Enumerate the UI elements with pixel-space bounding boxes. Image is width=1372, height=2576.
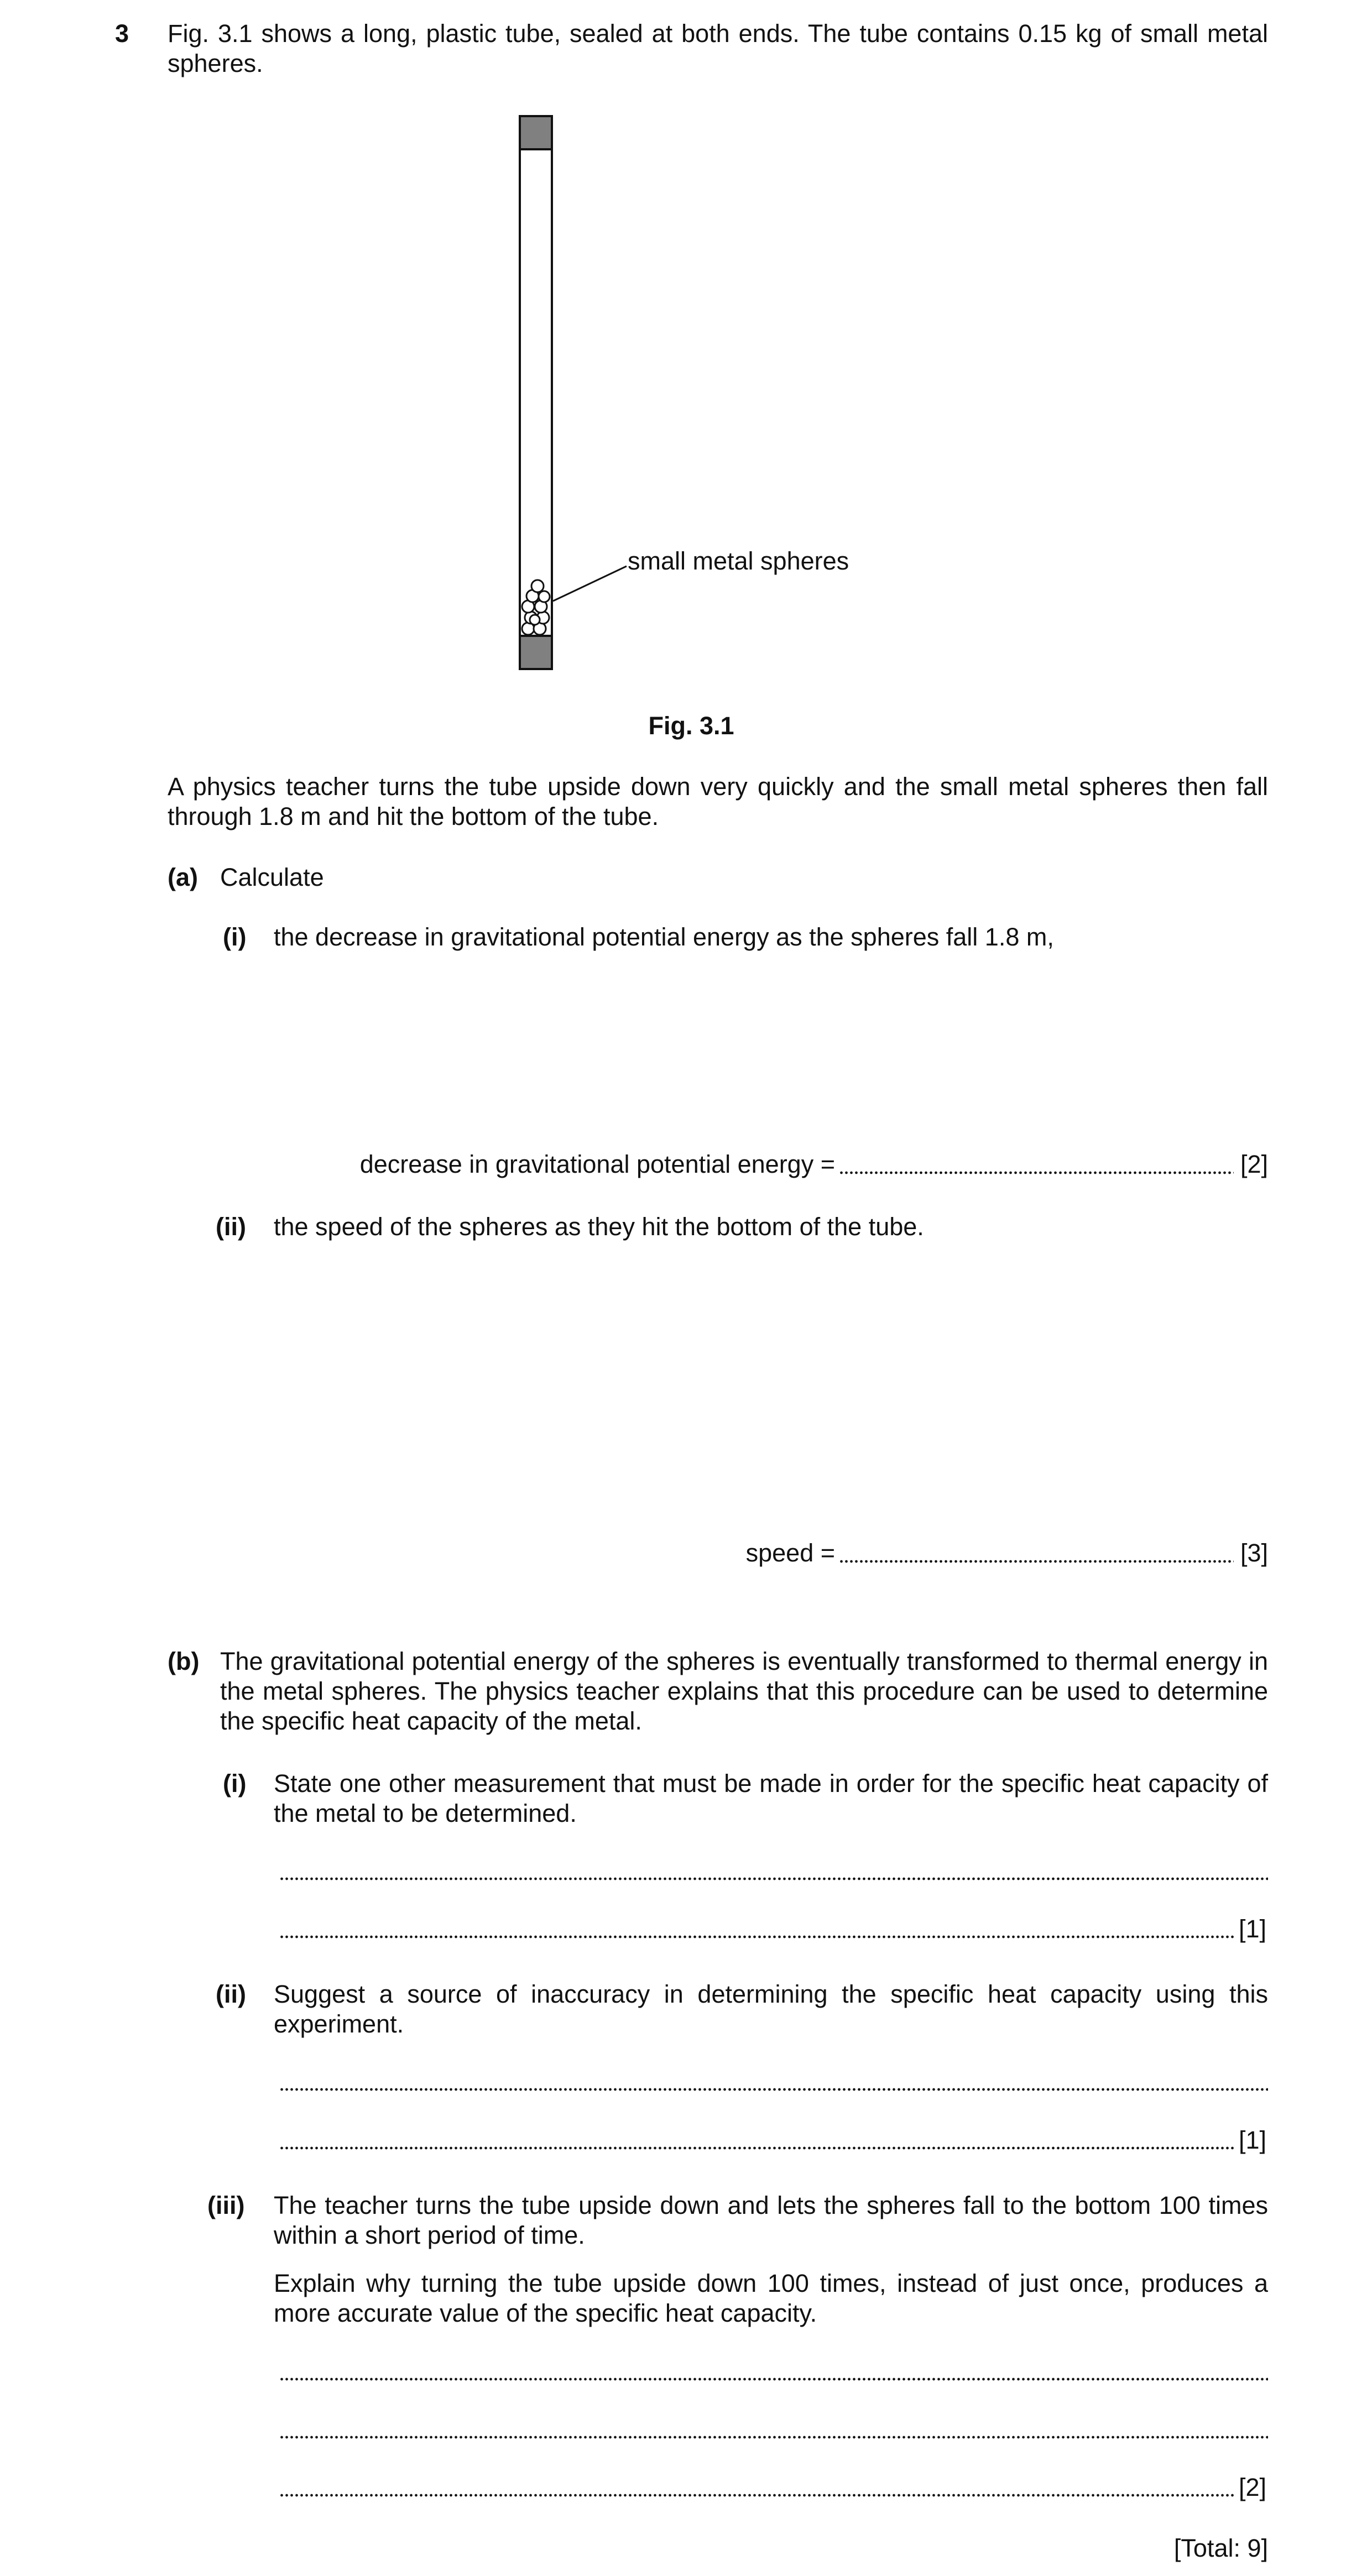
marks-b-ii: [1] <box>1239 2126 1267 2154</box>
part-a-i-label: (i) <box>223 923 247 951</box>
part-a-ii-label: (ii) <box>216 1213 246 1241</box>
marks-a-ii: [3] <box>1240 1539 1269 1567</box>
answer-line-gpe[interactable] <box>839 1171 1234 1174</box>
part-a-ii-text: the speed of the spheres as they hit the bottom of the tube. <box>274 1213 924 1241</box>
part-b-ii-text: Suggest a source of inaccuracy in determining the specific heat capacity using this experiment. <box>274 1980 1268 2038</box>
part-b-i-text: State one other measurement that must be made in order for the specific heat capacity of the metal to be determined. <box>274 1769 1268 1827</box>
part-b-i-label: (i) <box>223 1769 247 1798</box>
answer-line-b-i-1[interactable] <box>279 1877 1268 1880</box>
question-intro: Fig. 3.1 shows a long, plastic tube, sealed at both ends. The tube contains 0.15 kg of small metal spheres. <box>168 19 1268 77</box>
part-a-text: Calculate <box>220 863 324 891</box>
answer-line-b-iii-2[interactable] <box>279 2436 1268 2439</box>
answer-line-b-ii-2[interactable] <box>279 2146 1236 2150</box>
label-leader-line <box>553 566 627 601</box>
tube-top-seal <box>520 116 552 149</box>
answer-label-gpe: decrease in gravitational potential energy = <box>359 1150 835 1178</box>
part-a-i-text: the decrease in gravitational potential energy as the spheres fall 1.8 m, <box>274 923 1054 951</box>
marks-a-i: [2] <box>1240 1150 1269 1178</box>
part-b-text: The gravitational potential energy of the spheres is eventually transformed to thermal energy in the metal spheres. The physics teacher explains that this procedure can be used to determine the specific heat capacity of the metal. <box>220 1647 1268 1735</box>
question-number: 3 <box>115 19 129 48</box>
part-b-iii-label: (iii) <box>207 2191 245 2219</box>
marks-b-i: [1] <box>1239 1915 1267 1943</box>
part-b-iii-text-1: The teacher turns the tube upside down and lets the spheres fall to the bottom 100 times within a short period of time. <box>274 2191 1268 2249</box>
part-b-label: (b) <box>168 1647 200 1675</box>
figure-caption: Fig. 3.1 <box>648 712 734 740</box>
answer-line-b-iii-3[interactable] <box>279 2494 1236 2497</box>
part-a-label: (a) <box>168 863 198 891</box>
answer-line-b-ii-1[interactable] <box>279 2088 1268 2091</box>
question-stem: A physics teacher turns the tube upside down very quickly and the small metal spheres then fall through 1.8 m and hit the bottom of the tube. <box>168 772 1268 830</box>
figure-label-small-metal-spheres: small metal spheres <box>628 547 849 575</box>
figure-3-1 <box>0 0 1372 730</box>
part-b-iii-text-2: Explain why turning the tube upside down 100 times, instead of just once, produces a more accurate value of the specific heat capacity. <box>274 2269 1268 2327</box>
part-b-ii-label: (ii) <box>216 1980 246 2008</box>
answer-line-speed[interactable] <box>839 1560 1234 1563</box>
answer-label-speed: speed = <box>745 1539 835 1567</box>
total-marks: [Total: 9] <box>1173 2534 1268 2562</box>
marks-b-iii: [2] <box>1239 2473 1267 2501</box>
answer-line-b-iii-1[interactable] <box>279 2378 1268 2381</box>
tube-bottom-seal <box>520 636 552 669</box>
answer-line-b-i-2[interactable] <box>279 1935 1236 1938</box>
